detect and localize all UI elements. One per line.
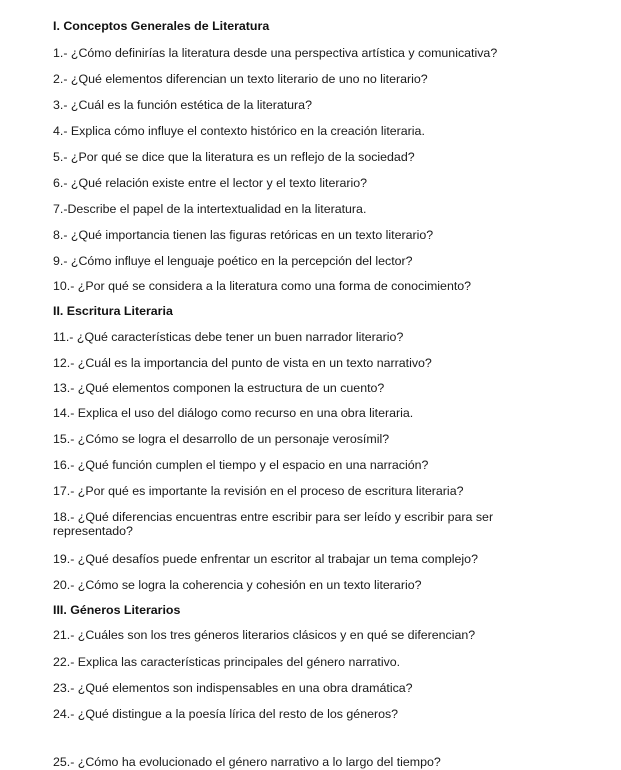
question-5: 5.- ¿Por qué se dice que la literatura es un reflejo de la sociedad? [53, 150, 415, 164]
question-16: 16.- ¿Qué función cumplen el tiempo y el espacio en una narración? [53, 458, 429, 472]
question-12: 12.- ¿Cuál es la importancia del punto de vista en un texto narrativo? [53, 356, 432, 370]
question-10: 10.- ¿Por qué se considera a la literatura como una forma de conocimiento? [53, 279, 472, 293]
question-3: 3.- ¿Cuál es la función estética de la literatura? [53, 98, 312, 112]
question-25: 25.- ¿Cómo ha evolucionado el género narrativo a lo largo del tiempo? [53, 755, 441, 769]
question-15: 15.- ¿Cómo se logra el desarrollo de un personaje verosímil? [53, 432, 390, 446]
question-14: 14.- Explica el uso del diálogo como recurso en una obra literaria. [53, 406, 414, 420]
section-heading-1: I. Conceptos Generales de Literatura [53, 19, 270, 33]
question-2: 2.- ¿Qué elementos diferencian un texto literario de uno no literario? [53, 72, 428, 86]
question-6: 6.- ¿Qué relación existe entre el lector y el texto literario? [53, 176, 368, 190]
question-11: 11.- ¿Qué características debe tener un buen narrador literario? [53, 330, 404, 344]
question-17: 17.- ¿Por qué es importante la revisión en el proceso de escritura literaria? [53, 484, 464, 498]
question-21: 21.- ¿Cuáles son los tres géneros literarios clásicos y en qué se diferencian? [53, 628, 476, 642]
question-9: 9.- ¿Cómo influye el lenguaje poético en la percepción del lector? [53, 254, 413, 268]
question-8: 8.- ¿Qué importancia tienen las figuras retóricas en un texto literario? [53, 228, 434, 242]
question-20: 20.- ¿Cómo se logra la coherencia y cohesión en un texto literario? [53, 578, 422, 592]
question-23: 23.- ¿Qué elementos son indispensables en una obra dramática? [53, 681, 413, 695]
question-22: 22.- Explica las características principales del género narrativo. [53, 655, 401, 669]
question-18: 18.- ¿Qué diferencias encuentras entre escribir para ser leído y escribir para ser representado? [53, 510, 494, 538]
question-13: 13.- ¿Qué elementos componen la estructura de un cuento? [53, 381, 385, 395]
question-19: 19.- ¿Qué desafíos puede enfrentar un escritor al trabajar un tema complejo? [53, 552, 478, 566]
question-4: 4.- Explica cómo influye el contexto histórico en la creación literaria. [53, 124, 425, 138]
section-heading-3: III. Géneros Literarios [53, 603, 181, 617]
question-1: 1.- ¿Cómo definirías la literatura desde una perspectiva artística y comunicativa? [53, 46, 498, 60]
section-heading-2: II. Escritura Literaria [53, 304, 173, 318]
question-7: 7.-Describe el papel de la intertextualidad en la literatura. [53, 202, 367, 216]
question-24: 24.- ¿Qué distingue a la poesía lírica del resto de los géneros? [53, 707, 399, 721]
